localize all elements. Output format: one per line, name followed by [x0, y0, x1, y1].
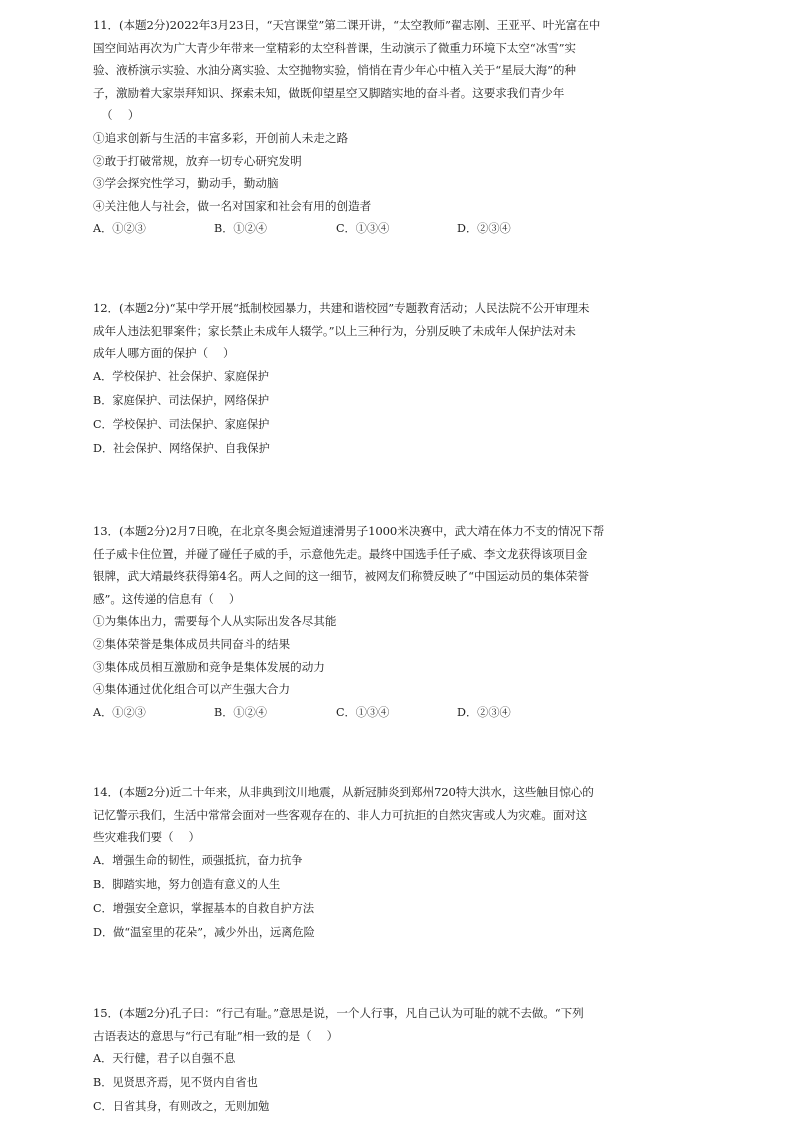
- option-a[interactable]: A．增强生命的韧性，顽强抵抗，奋力抗争: [93, 853, 303, 867]
- choice-b[interactable]: B．①②④: [214, 705, 267, 719]
- question-stem-line: 银牌，武大靖最终获得第4名。两人之间的这一细节，被网友们称赞反映了“中国运动员的集体荣誉: [93, 569, 589, 584]
- choice-d[interactable]: D．②③④: [457, 705, 511, 719]
- question-stem-line: 成年人哪方面的保护（ ）: [93, 346, 235, 361]
- question-12: [93, 297, 590, 461]
- option-b[interactable]: B．见贤思齐焉，见不贤内自省也: [93, 1076, 258, 1090]
- choice-c[interactable]: C．①③④: [336, 222, 390, 236]
- question-stem-line: 子，激励着大家崇拜知识、探索未知，做既仰望星空又脚踏实地的奋斗者。这要求我们青少年: [93, 85, 565, 100]
- question-stem-line: 15．(本题2分)孔子曰：“行己有耻。”意思是说，一个人行事，凡自己认为可耻的就不去做。“下列: [93, 1006, 584, 1020]
- statement: ②集体荣誉是集体成员共同奋斗的结果: [93, 636, 291, 651]
- option-c[interactable]: C．日省其身，有则改之，无则加勉: [93, 1100, 270, 1114]
- option-b[interactable]: B．家庭保护、司法保护，网络保护: [93, 393, 270, 407]
- option-d[interactable]: D．社会保护、网络保护、自我保护: [93, 441, 270, 455]
- option-a[interactable]: A．学校保护、社会保护、家庭保护: [93, 369, 269, 383]
- statement: ③学会探究性学习，勤动手，勤动脑: [93, 176, 279, 191]
- choice-c[interactable]: C．①③④: [336, 705, 390, 719]
- question-stem-line: 记忆警示我们，生活中常常会面对一些客观存在的、非人力可抗拒的自然灾害或人为灾难。面对这: [93, 807, 588, 822]
- option-a[interactable]: A．天行健，君子以自强不息: [93, 1052, 236, 1066]
- option-b[interactable]: B．脚踏实地，努力创造有意义的人生: [93, 877, 281, 891]
- question-14: [93, 781, 594, 945]
- question-stem-line: 成年人违法犯罪案件；家长禁止未成年人辍学。”以上三种行为，分别反映了未成年人保护法对未: [93, 323, 576, 338]
- option-c[interactable]: C．学校保护、司法保护、家庭保护: [93, 417, 270, 431]
- question-stem-line: 11．(本题2分)2022年3月23日，“天宫课堂”第二课开讲，“太空教师”翟志刚、王亚平、叶光富在中: [93, 18, 601, 32]
- choice-a[interactable]: A．①②③: [93, 222, 146, 236]
- choice-b[interactable]: B．①②④: [214, 222, 267, 236]
- statement: ③集体成员相互激励和竞争是集体发展的动力: [93, 659, 325, 674]
- statement: ④集体通过优化组合可以产生强大合力: [93, 682, 291, 697]
- statement: ②敢于打破常规，放弃一切专心研究发明: [93, 153, 302, 168]
- choice-row: [93, 217, 583, 241]
- question-15: [93, 1002, 583, 1119]
- question-stem-line: 国空间站再次为广大青少年带来一堂精彩的太空科普课，生动演示了微重力环境下太空“冰雪”实: [93, 40, 576, 55]
- statement: ①追求创新与生活的丰富多彩，开创前人未走之路: [93, 130, 349, 145]
- question-stem-line: 14．(本题2分)近二十年来，从非典到汶川地震，从新冠肺炎到郑州720特大洪水，这些触目惊心的: [93, 785, 594, 799]
- statement: ①为集体出力，需要每个人从实际出发各尽其能: [93, 614, 337, 629]
- question-stem-line: 些灾难我们要（ ）: [93, 830, 201, 845]
- statement: ④关注他人与社会，做一名对国家和社会有用的创造者: [93, 198, 372, 213]
- question-stem-line: 感”。这传递的信息有（ ）: [93, 591, 241, 606]
- choice-d[interactable]: D．②③④: [457, 222, 511, 236]
- question-stem-line: 任子威卡住位置，并碰了碰任子威的手，示意他先走。最终中国选手任子威、李文龙获得该项目金: [93, 546, 588, 561]
- question-11: [93, 14, 601, 241]
- question-stem-line: 12．(本题2分)“某中学开展“抵制校园暴力，共建和谐校园”专题教育活动；人民法院不公开审理未: [93, 301, 590, 315]
- question-stem-line: 验、液桥演示实验、水油分离实验、太空抛物实验，悄悄在青少年心中植入关于“星辰大海”的种: [93, 63, 576, 78]
- answer-blank: （ ）: [101, 108, 140, 123]
- choice-row: [93, 701, 583, 725]
- question-stem-line: 13．(本题2分)2月7日晚，在北京冬奥会短道速滑男子1000米决赛中，武大靖在体力不支的情况下帮: [93, 524, 605, 538]
- question-stem-line: 古语表达的意思与“行己有耻”相一致的是（ ）: [93, 1028, 339, 1043]
- question-13: [93, 520, 605, 725]
- option-d[interactable]: D．做“温室里的花朵”，减少外出，远离危险: [93, 925, 315, 939]
- choice-a[interactable]: A．①②③: [93, 705, 146, 719]
- option-c[interactable]: C．增强安全意识，掌握基本的自救自护方法: [93, 901, 315, 915]
